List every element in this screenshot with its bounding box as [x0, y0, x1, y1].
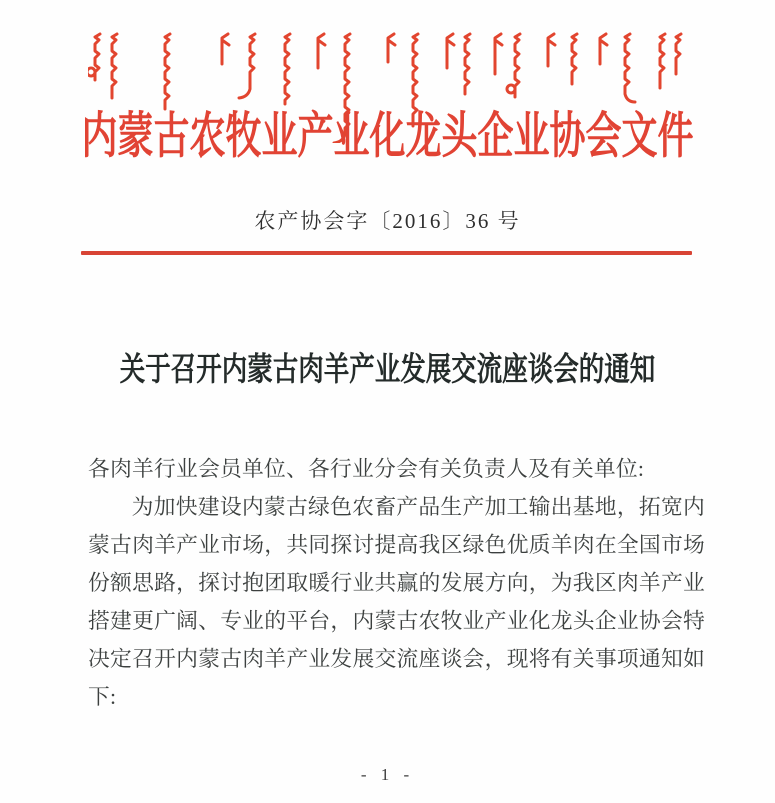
notice-title — [0, 350, 775, 388]
letterhead-org-title-text: 内蒙古农牧业产业化龙头企业协会文件 — [81, 108, 694, 164]
red-separator-line — [81, 251, 692, 255]
notice-title-text: 关于召开内蒙古肉羊产业发展交流座谈会的通知 — [119, 350, 656, 388]
doc-number: 农产协会字〔2016〕36 号 — [254, 209, 521, 233]
page-number: - 1 - — [360, 765, 415, 784]
body-paragraph: 为加快建设内蒙古绿色农畜产品生产加工输出基地，拓宽内蒙古肉羊产业市场，共同探讨提高我区绿色优质羊肉在全国市场份额思路，探讨抱团取暖行业共赢的发展方向，为我区肉羊产业搭建更广阔、专业的平台，内蒙古农牧业产业化龙头企业协会特决定召开内蒙古肉羊产业发展交流座谈会，现将有关事项通知如下: — [88, 495, 705, 709]
notice-body — [88, 450, 705, 716]
letterhead-org-title — [0, 108, 775, 164]
salutation-line: 各肉羊行业会员单位、各行业分会有关负责人及有关单位: — [88, 457, 645, 481]
